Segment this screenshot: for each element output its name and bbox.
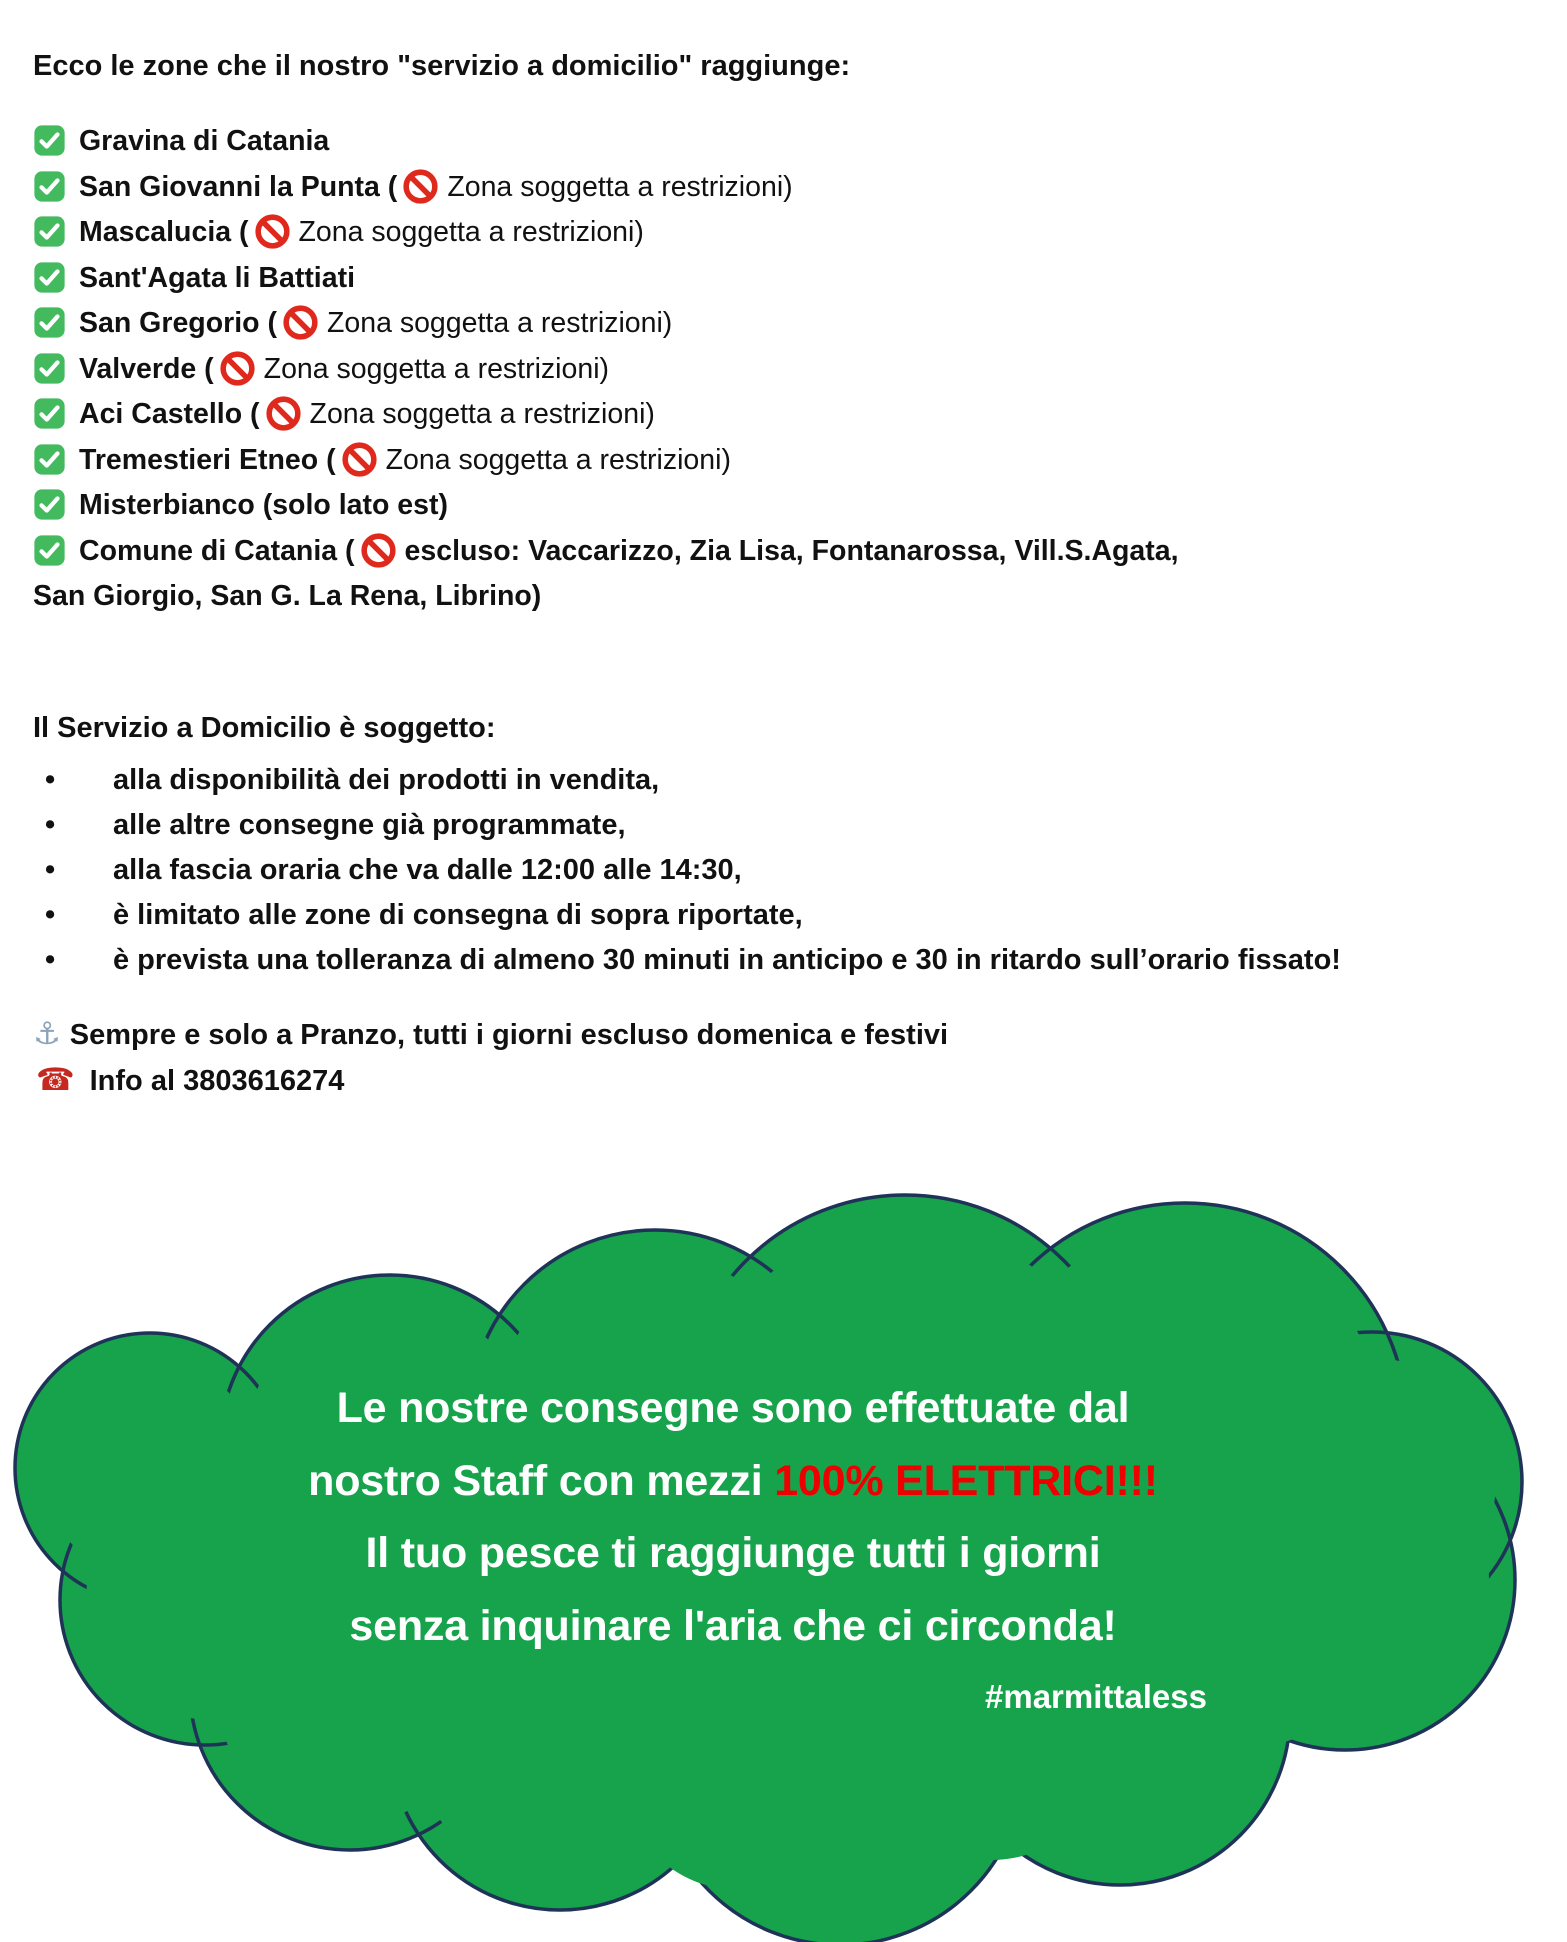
zone-name: Sant'Agata li Battiati (79, 261, 355, 294)
cloud-line-4: senza inquinare l'aria che ci circonda! (349, 1601, 1117, 1650)
anchor-icon: ⚓ (33, 1016, 61, 1052)
cloud-line-3: Il tuo pesce ti raggiunge tutti i giorni (365, 1529, 1101, 1577)
no-entry-icon (254, 213, 291, 250)
zone-item (33, 483, 1193, 529)
bullet-item (33, 758, 1483, 803)
no-entry-icon (402, 168, 439, 205)
bullet-text: alle altre consegne già programmate, (113, 809, 626, 841)
zone-restriction: Zona soggetta a restrizioni) (263, 352, 610, 385)
check-icon (33, 261, 66, 294)
no-entry-icon (360, 532, 397, 569)
check-icon (33, 352, 66, 385)
no-entry-icon (341, 441, 378, 478)
check-icon (33, 215, 66, 248)
telephone-icon: ☎ (36, 1062, 75, 1098)
zone-item (33, 165, 1193, 211)
schedule-text: Sempre e solo a Pranzo, tutti i giorni escluso domenica e festivi (69, 1019, 949, 1051)
bullet-text: alla fascia oraria che va dalle 12:00 alle 14:30, (113, 854, 742, 886)
zone-item (33, 210, 1193, 256)
cloud-line-2-white: nostro Staff con mezzi (308, 1456, 775, 1505)
zone-item (33, 438, 1193, 484)
info-line (36, 1058, 344, 1104)
check-icon (33, 306, 66, 339)
page-title: Ecco le zone che il nostro "servizio a domicilio" raggiunge: (33, 50, 851, 82)
bullet-text: è prevista una tolleranza di almeno 30 minuti in anticipo e 30 in ritardo sull’orario fissato! (113, 944, 1341, 976)
check-icon (33, 488, 66, 521)
bullet-item (33, 803, 1483, 848)
zone-restriction: Zona soggetta a restrizioni) (309, 398, 655, 430)
cloud-message (133, 1372, 1333, 1662)
zone-item (33, 301, 1193, 347)
zone-name: Valverde ( (79, 352, 214, 385)
no-entry-icon (282, 304, 319, 341)
bullet-text: alla disponibilità dei prodotti in vendita, (113, 764, 660, 796)
hashtag: #marmittaless (985, 1678, 1207, 1715)
check-icon (33, 170, 66, 203)
zone-name: Misterbianco (solo lato est) (79, 489, 448, 521)
zone-name: Gravina di Catania (79, 125, 330, 157)
cloud-line-1: Le nostre consegne sono effettuate dal (336, 1384, 1130, 1432)
zone-name: Mascalucia ( (79, 216, 249, 248)
zone-item (33, 529, 1193, 620)
check-icon (33, 124, 66, 157)
zone-name: San Gregorio ( (79, 307, 277, 339)
zone-item (33, 119, 1193, 165)
zones-list (33, 119, 1193, 620)
info-text: Info al 3803616274 (89, 1065, 345, 1097)
zone-restriction: Zona soggetta a restrizioni) (326, 307, 673, 339)
bullet-item (33, 848, 1483, 893)
zone-item (33, 392, 1193, 438)
no-entry-icon (265, 395, 302, 432)
bullet-text: è limitato alle zone di consegna di sopra riportate, (113, 899, 803, 931)
zone-restriction: escluso: Vaccarizzo, Zia Lisa, Fontanarossa, Vill.S.Agata, San Giorgio, San G. La Rena, Librino) (33, 534, 1179, 612)
zone-restriction: Zona soggetta a restrizioni) (447, 170, 793, 203)
zone-name: Tremestieri Etneo ( (79, 443, 336, 476)
zone-name: Aci Castello ( (79, 398, 260, 430)
check-icon (33, 397, 66, 430)
bullet-item (33, 938, 1483, 983)
check-icon (33, 534, 66, 567)
zone-name: San Giovanni la Punta ( (79, 170, 398, 203)
no-entry-icon (219, 350, 256, 387)
schedule-line (33, 1012, 948, 1058)
cloud-line-2 (133, 1445, 1333, 1518)
conditions-title: Il Servizio a Domicilio è soggetto: (33, 712, 496, 744)
cloud-line-2-red: 100% ELETTRICI!!! (774, 1456, 1158, 1505)
check-icon (33, 443, 66, 476)
conditions-list (33, 758, 1483, 983)
zone-restriction: Zona soggetta a restrizioni) (298, 216, 644, 248)
zone-item (33, 347, 1193, 393)
zone-name: Comune di Catania ( (79, 534, 355, 567)
zone-restriction: Zona soggetta a restrizioni) (385, 443, 731, 476)
bullet-item (33, 893, 1483, 938)
zone-item (33, 256, 1193, 302)
